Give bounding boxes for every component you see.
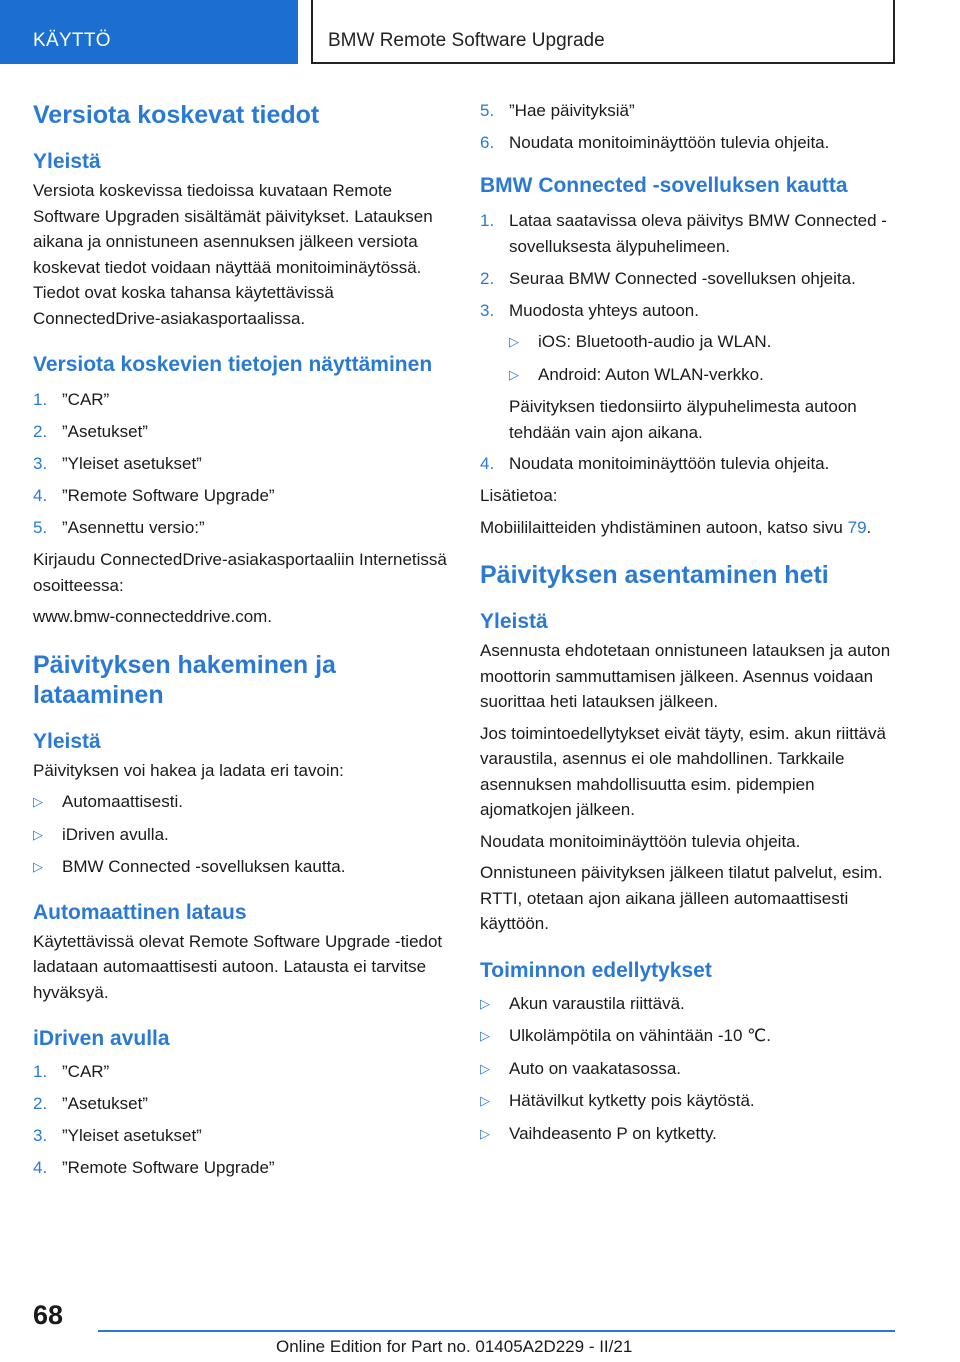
- idrive-steps-list: [33, 1059, 453, 1181]
- footer-divider: [98, 1330, 895, 1332]
- list-item: 3. ”Yleiset asetukset”: [33, 454, 202, 473]
- list-item: 1. ”CAR”: [33, 390, 110, 409]
- triangle-bullet-icon: ▷: [480, 1060, 490, 1076]
- triangle-bullet-icon: ▷: [33, 826, 43, 842]
- list-item: ▷ Akun varaustila riittävä.: [480, 991, 900, 1017]
- subheading-general: Yleistä: [480, 610, 548, 633]
- heading-connected-app: BMW Connected -sovelluksen kautta: [480, 174, 848, 197]
- triangle-bullet-icon: ▷: [480, 1028, 490, 1043]
- portal-url: www.bmw-connecteddrive.com.: [33, 607, 273, 626]
- list-item: ▷ BMW Connected -sovelluksen kautta.: [33, 854, 453, 880]
- list-item: ▷ iDriven avulla.: [33, 822, 453, 848]
- page-number: 68: [33, 1300, 64, 1330]
- section-label: KÄYTTÖ: [33, 30, 111, 51]
- list-item: 4. ”Remote Software Upgrade”: [33, 1158, 275, 1177]
- subheading-general: Yleistä: [33, 150, 101, 173]
- list-item: 3. ”Yleiset asetukset”: [33, 1126, 202, 1145]
- triangle-bullet-icon: ▷: [480, 995, 490, 1011]
- page-link[interactable]: 79: [847, 517, 867, 537]
- list-item: 2. ”Asetukset”: [33, 1094, 148, 1113]
- app-steps-list-end: [480, 451, 900, 477]
- list-item: ▷ Auto on vaakatasossa.: [480, 1056, 900, 1082]
- ways-intro: Päivityksen voi hakea ja ladata eri tavoin:: [33, 760, 344, 780]
- idrive-steps-continued: [480, 98, 900, 156]
- transfer-note: Päivityksen tiedonsiirto älypuhelimesta autoon tehdään vain ajon aikana.: [509, 397, 857, 442]
- list-item: ▷ Automaattisesti.: [33, 789, 453, 815]
- chapter-header: [311, 0, 895, 64]
- heading-auto-download: Automaattinen lataus: [33, 900, 247, 924]
- heading-requirements: Toiminnon edellytykset: [480, 958, 712, 982]
- list-item: 4. ”Remote Software Upgrade”: [33, 486, 275, 505]
- list-item: 1. Lataa saatavissa oleva päivitys BMW Connected -sovelluksesta älypuhelimeen.: [480, 211, 887, 256]
- list-item: ▷ Android: Auton WLAN-verkko.: [509, 362, 900, 388]
- heading-install-now: Päivityksen asentaminen heti: [480, 561, 829, 589]
- install-text-2: Jos toimintoedellytykset eivät täyty, esim. akun riittävä varaustila, asennus ei ole mahdollinen. Tarkkaile asennuksen mahdollisuutta esim. pidempien ajomatkojen jälkeen.: [480, 723, 886, 819]
- list-item: 5. ”Asennettu versio:”: [33, 518, 205, 537]
- list-item: 3. Muodosta yhteys autoon.: [480, 300, 699, 320]
- list-item: ▷ Vaihdeasento P on kytketty.: [480, 1121, 900, 1147]
- version-info-text: Versiota koskevissa tiedoissa kuvataan Remote Software Upgraden sisältämät päivitykset. Latauksen aikana ja onnistuneen asennuksen jälkeen versiota koskevat tiedot voidaan näyttää monitoiminäytössä. Tiedot ovat koska tahansa käytettävissä ConnectedDrive-asiakasportaalissa.: [33, 181, 433, 328]
- triangle-bullet-icon: ▷: [509, 334, 519, 349]
- install-text-1: Asennusta ehdotetaan onnistuneen latauksen ja auton moottorin sammuttamisen jälkeen. Asennus voidaan suorittaa heti latauksen jälkeen.: [480, 641, 891, 711]
- triangle-bullet-icon: ▷: [480, 1125, 490, 1141]
- app-steps-list: [480, 208, 900, 323]
- triangle-bullet-icon: ▷: [509, 366, 519, 382]
- list-item: 1. ”CAR”: [33, 1062, 110, 1081]
- heading-version-info: Versiota koskevat tiedot: [33, 101, 320, 129]
- list-item: 2. Seuraa BMW Connected -sovelluksen ohjeita.: [480, 268, 856, 288]
- more-info-text: Mobiililaitteiden yhdistäminen autoon, katso sivu 79.: [480, 517, 872, 537]
- list-item: 4. Noudata monitoiminäyttöön tulevia ohjeita.: [480, 454, 830, 473]
- right-column: [480, 98, 900, 1153]
- heading-fetch-download: Päivityksen hakeminen ja lataaminen: [33, 650, 336, 709]
- left-column: [33, 100, 453, 1187]
- install-text-3: Noudata monitoiminäyttöön tulevia ohjeita.: [480, 831, 801, 851]
- ways-list: [33, 789, 453, 880]
- subheading-general: Yleistä: [33, 729, 101, 753]
- show-steps-list: [33, 387, 453, 541]
- list-item: 2. ”Asetukset”: [33, 422, 148, 441]
- chapter-title: BMW Remote Software Upgrade: [328, 30, 605, 51]
- auto-download-text: Käytettävissä olevat Remote Software Upgrade -tiedot ladataan automaattisesti autoon. Latausta ei tarvitse hyväksyä.: [33, 931, 443, 1002]
- heading-show-version: Versiota koskevien tietojen näyttäminen: [33, 353, 433, 376]
- more-info-label: Lisätietoa:: [480, 486, 558, 505]
- list-item: ▷ iOS: Bluetooth-audio ja WLAN.: [509, 329, 900, 355]
- section-tab: [0, 0, 298, 64]
- list-item: 6. Noudata monitoiminäyttöön tulevia ohjeita.: [480, 133, 830, 152]
- triangle-bullet-icon: ▷: [33, 794, 43, 809]
- heading-idrive: iDriven avulla: [33, 1027, 170, 1050]
- list-item: ▷ Hätävilkut kytketty pois käytöstä.: [480, 1088, 900, 1114]
- triangle-bullet-icon: ▷: [33, 859, 43, 874]
- edition-footer: Online Edition for Part no. 01405A2D229 - II/21: [276, 1337, 633, 1356]
- login-text: Kirjaudu ConnectedDrive-asiakasportaaliin Internetissä osoitteessa:: [33, 550, 447, 595]
- install-text-4: Onnistuneen päivityksen jälkeen tilatut palvelut, esim. RTTI, otetaan ajon aikana jälleen automaattisesti käyttöön.: [480, 863, 883, 933]
- connection-options: [509, 329, 900, 387]
- requirements-list: [480, 991, 900, 1147]
- triangle-bullet-icon: ▷: [480, 1093, 490, 1108]
- list-item: 5. ”Hae päivityksiä”: [480, 101, 635, 120]
- list-item: ▷ Ulkolämpötila on vähintään -10 ℃.: [480, 1023, 900, 1049]
